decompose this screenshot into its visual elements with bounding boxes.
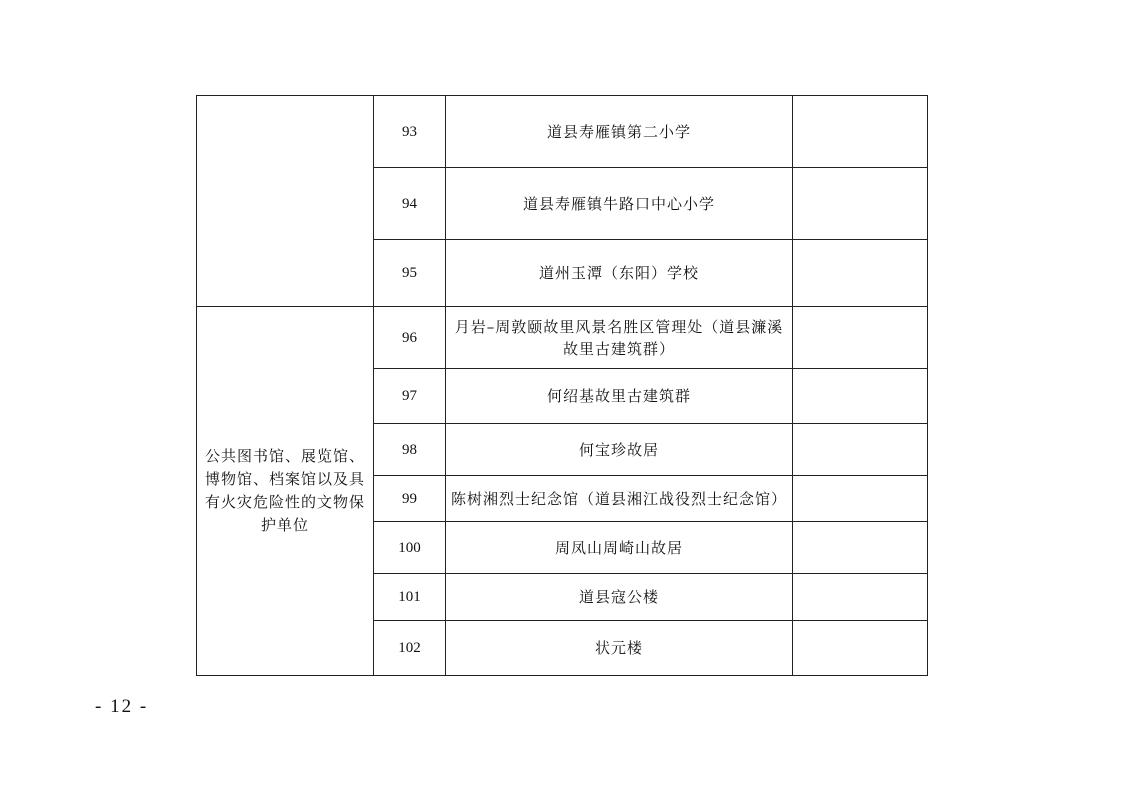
remark-cell: [793, 522, 928, 574]
row-number: 100: [374, 522, 446, 574]
unit-name: 周凤山周崎山故居: [446, 522, 793, 574]
unit-name: 月岩–周敦颐故里风景名胜区管理处（道县濂溪故里古建筑群）: [446, 307, 793, 369]
row-number: 96: [374, 307, 446, 369]
remark-cell: [793, 307, 928, 369]
unit-name: 道州玉潭（东阳）学校: [446, 240, 793, 307]
row-number: 101: [374, 574, 446, 621]
unit-name: 何宝珍故居: [446, 424, 793, 476]
remark-cell: [793, 574, 928, 621]
remark-cell: [793, 240, 928, 307]
category-cell: [197, 96, 374, 307]
row-number: 94: [374, 168, 446, 240]
remark-cell: [793, 168, 928, 240]
unit-name: 状元楼: [446, 621, 793, 676]
remark-cell: [793, 369, 928, 424]
row-number: 99: [374, 476, 446, 522]
page-number: - 12 -: [95, 696, 149, 717]
row-number: 102: [374, 621, 446, 676]
row-number: 97: [374, 369, 446, 424]
category-cell: 公共图书馆、展览馆、博物馆、档案馆以及具有火灾危险性的文物保护单位: [197, 307, 374, 676]
remark-cell: [793, 96, 928, 168]
unit-name: 道县寿雁镇第二小学: [446, 96, 793, 168]
unit-name: 陈树湘烈士纪念馆（道县湘江战役烈士纪念馆）: [446, 476, 793, 522]
remark-cell: [793, 621, 928, 676]
row-number: 95: [374, 240, 446, 307]
unit-list-table: [196, 95, 928, 676]
unit-name: 何绍基故里古建筑群: [446, 369, 793, 424]
remark-cell: [793, 424, 928, 476]
row-number: 98: [374, 424, 446, 476]
table-row: [197, 96, 928, 168]
table-row: [197, 307, 928, 369]
remark-cell: [793, 476, 928, 522]
row-number: 93: [374, 96, 446, 168]
unit-name: 道县寿雁镇牛路口中心小学: [446, 168, 793, 240]
unit-name: 道县寇公楼: [446, 574, 793, 621]
